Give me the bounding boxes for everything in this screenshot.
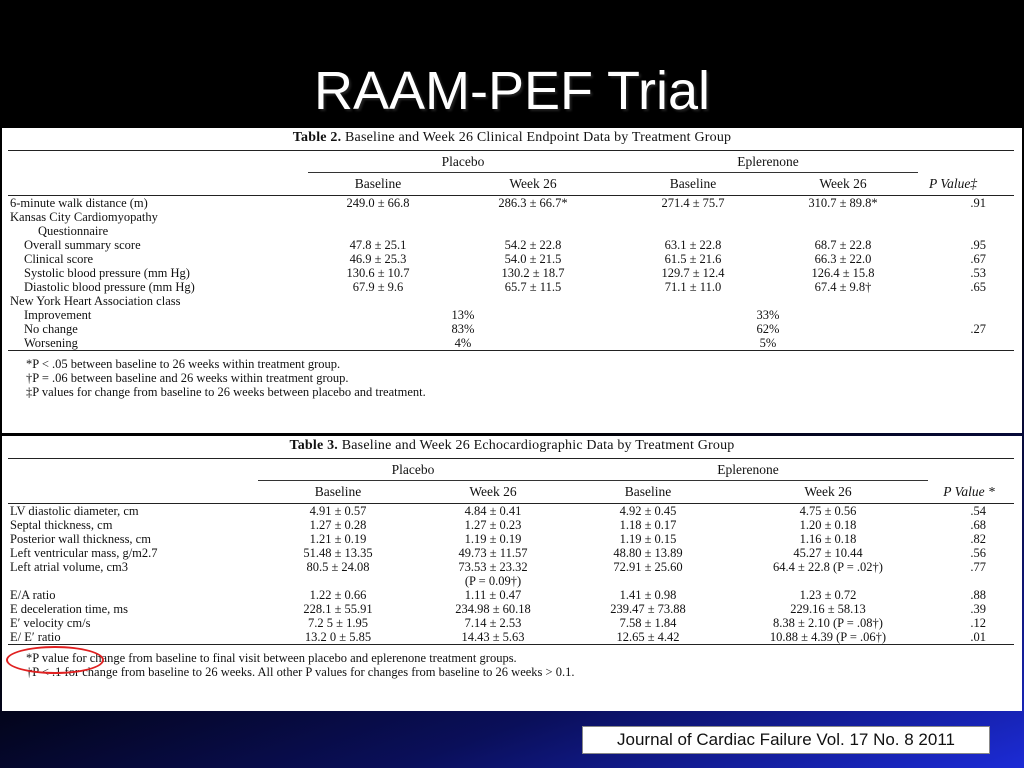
table-row: No change 83% 62% .27 — [24, 322, 986, 336]
table-3-col-placebo-baseline: Baseline — [314, 484, 362, 499]
table-2-caption-text: Baseline and Week 26 Clinical Endpoint Data by Treatment Group — [345, 130, 732, 145]
table-row: Systolic blood pressure (mm Hg) 130.6 ± 10.7 130.2 ± 18.7 129.7 ± 12.4 126.4 ± 15.8 .53 — [24, 266, 986, 280]
table-3-col-eplerenone-baseline: Baseline — [624, 484, 672, 499]
table-2-col-eplerenone-baseline: Baseline — [669, 176, 717, 191]
table-row: Diastolic blood pressure (mm Hg) 67.9 ± 9.6 65.7 ± 11.5 71.1 ± 11.0 67.4 ± 9.8† .65 — [24, 280, 986, 294]
table-2-col-p: P Value‡ — [928, 175, 978, 191]
table-row: Overall summary score 47.8 ± 25.1 54.2 ± 22.8 63.1 ± 22.8 68.7 ± 22.8 .95 — [24, 238, 986, 252]
table-2-caption-label: Table 2. — [292, 130, 342, 145]
table-row: Clinical score 46.9 ± 25.3 54.0 ± 21.5 61.5 ± 21.6 66.3 ± 22.0 .67 — [24, 252, 986, 266]
table-2-group-placebo: Placebo — [308, 151, 618, 173]
table-2 — [8, 150, 1014, 351]
table-row: E/A ratio 1.22 ± 0.66 1.11 ± 0.47 1.41 ± 0.98 1.23 ± 0.72 .88 — [10, 588, 986, 602]
table-2-col-placebo-baseline: Baseline — [354, 176, 402, 191]
table-2-col-eplerenone-week26: Week 26 — [819, 176, 867, 191]
table-2-panel — [2, 128, 1022, 433]
table-row: Worsening 4% 5% — [8, 336, 1014, 351]
journal-citation: Journal of Cardiac Failure Vol. 17 No. 8 2011 — [582, 726, 990, 754]
highlight-circle — [6, 646, 104, 674]
footnote: †P = .06 between baseline and 26 weeks within treatment group. — [26, 371, 349, 385]
footnote: †P < .1 for change from baseline to 26 weeks. All other P values for changes from baseline to 26 weeks > 0.1. — [26, 665, 575, 679]
table-2-footnotes — [26, 357, 1022, 399]
table-row: Left atrial volume, cm3 80.5 ± 24.08 73.53 ± 23.32 72.91 ± 25.60 64.4 ± 22.8 (P = .02†) .77 — [10, 560, 986, 574]
table-row: 6-minute walk distance (m) 249.0 ± 66.8 286.3 ± 66.7* 271.4 ± 75.7 310.7 ± 89.8* .91 — [10, 196, 986, 210]
table-3-group-eplerenone: Eplerenone — [568, 459, 928, 481]
footnote: *P value for change from baseline to final visit between placebo and eplerenone treatment groups. — [26, 651, 517, 665]
table-row: Septal thickness, cm 1.27 ± 0.28 1.27 ± 0.23 1.18 ± 0.17 1.20 ± 0.18 .68 — [10, 518, 986, 532]
table-2-caption — [2, 130, 1022, 146]
table-row: New York Heart Association class — [10, 294, 181, 308]
table-row: E deceleration time, ms 228.1 ± 55.91 234.98 ± 60.18 239.47 ± 73.88 229.16 ± 58.13 .39 — [10, 602, 986, 616]
table-3-col-eplerenone-week26: Week 26 — [804, 484, 852, 499]
table-3-col-placebo-week26: Week 26 — [469, 484, 517, 499]
table-3-panel — [2, 436, 1022, 711]
table-row: Posterior wall thickness, cm 1.21 ± 0.19 1.19 ± 0.19 1.19 ± 0.15 1.16 ± 0.18 .82 — [10, 532, 986, 546]
table-row: Left ventricular mass, g/m2.7 51.48 ± 13.35 49.73 ± 11.57 48.80 ± 13.89 45.27 ± 10.44 .56 — [10, 546, 986, 560]
table-row: Kansas City Cardiomyopathy — [10, 210, 158, 224]
slide-title: RAAM-PEF Trial — [313, 61, 711, 121]
table-3 — [8, 458, 1014, 645]
table-3-caption-label: Table 3. — [289, 438, 339, 453]
footnote: ‡P values for change from baseline to 26 weeks between placebo and treatment. — [26, 385, 426, 399]
table-row: Improvement 13% 33% — [24, 308, 780, 322]
table-3-col-p: P Value * — [943, 483, 995, 499]
footnote: *P < .05 between baseline to 26 weeks within treatment group. — [26, 357, 341, 371]
table-row: Questionnaire — [38, 224, 109, 238]
table-row: E′ velocity cm/s 7.2 5 ± 1.95 7.14 ± 2.53 7.58 ± 1.84 8.38 ± 2.10 (P = .08†) .12 — [10, 616, 986, 630]
table-3-caption — [2, 438, 1022, 454]
table-3-caption-text: Baseline and Week 26 Echocardiographic Data by Treatment Group — [341, 438, 735, 453]
table-3-group-placebo: Placebo — [258, 459, 568, 481]
table-row: LV diastolic diameter, cm 4.91 ± 0.57 4.84 ± 0.41 4.92 ± 0.45 4.75 ± 0.56 .54 — [10, 504, 986, 518]
table-3-footnotes — [26, 651, 1022, 679]
table-2-col-placebo-week26: Week 26 — [509, 176, 557, 191]
table-row: (P = 0.09†) — [464, 574, 522, 588]
table-2-group-eplerenone: Eplerenone — [618, 151, 918, 173]
table-row: E/ E′ ratio 13.2 0 ± 5.85 14.43 ± 5.63 12.65 ± 4.42 10.88 ± 4.39 (P = .06†) .01 — [8, 630, 1014, 645]
